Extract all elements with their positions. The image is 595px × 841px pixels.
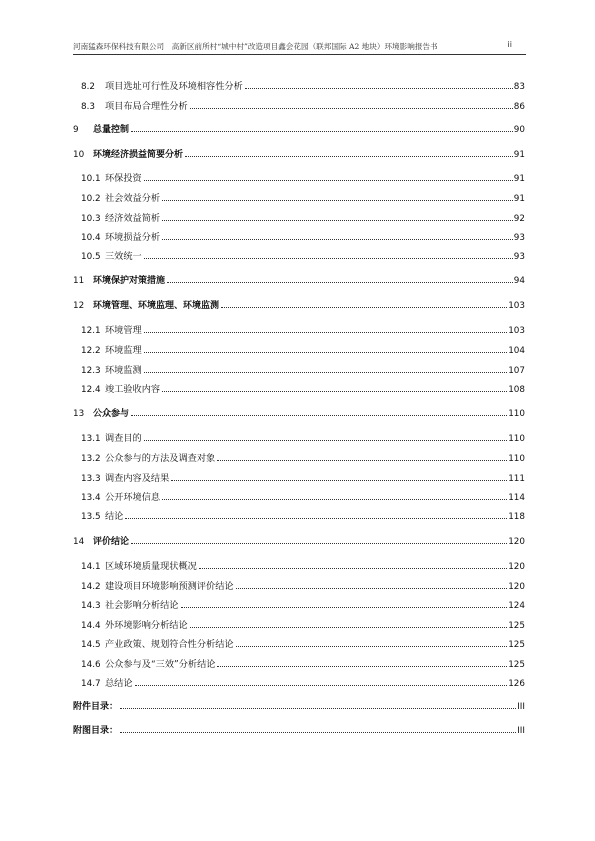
toc-entry-page: 110 [508,434,525,444]
toc-entry[interactable] [73,468,525,484]
toc-entry-page: 120 [508,562,525,572]
toc-entry-page: III [517,702,525,712]
toc-entry-page: 124 [508,601,525,611]
toc-entry-title: 环境管理、环境监理、环境监测 [93,301,220,311]
toc-entry-page: 104 [508,346,525,356]
toc-dot-leader [120,708,516,709]
page-header [73,40,526,55]
toc-dot-leader [190,627,508,628]
toc-entry-title: 项目布局合理性分析 [105,101,188,112]
toc-entry[interactable] [73,673,525,689]
toc-entry[interactable] [73,227,525,243]
toc-entry-number: 12.3 [81,366,101,376]
toc-entry[interactable] [73,576,525,592]
toc-dot-leader [131,131,513,132]
toc-entry-page: 91 [513,174,525,184]
toc-dot-leader [167,282,513,283]
toc-entry-page: 110 [508,409,525,419]
toc-dot-leader [135,685,508,686]
toc-entry-page: 125 [508,660,525,670]
toc-dot-leader [236,588,508,589]
toc-entry[interactable] [73,295,525,311]
toc-entry[interactable] [73,428,525,444]
toc-entry-page: 94 [513,276,525,286]
toc-entry-number: 8.3 [81,102,95,112]
toc-entry-page: 126 [508,679,525,689]
toc-entry-page: 111 [508,474,525,484]
toc-entry[interactable] [73,720,525,736]
toc-dot-leader [185,156,513,157]
toc-entry-title: 公众参与及“三效”分析结论 [105,659,216,670]
toc-entry-title: 总量控制 [93,125,130,135]
toc-entry-title: 环境保护对策措施 [93,276,166,286]
toc-entry-title: 结论 [105,511,124,522]
toc-entry-number: 8.2 [81,82,95,92]
toc-entry-title: 评价结论 [93,537,130,547]
toc-entry-title: 外环境影响分析结论 [105,620,188,631]
toc-entry-number: 14.2 [81,582,101,592]
toc-dot-leader [171,480,507,481]
toc-entry[interactable] [73,696,525,712]
toc-entry-page: 91 [513,194,525,204]
toc-entry-number: 13.5 [81,512,101,522]
toc-entry-page: 120 [508,537,525,547]
toc-entry-title: 公众参与 [93,409,130,419]
toc-entry[interactable] [73,615,525,631]
toc-entry[interactable] [73,379,525,395]
toc-entry[interactable] [73,448,525,464]
toc-dot-leader [162,499,507,500]
toc-dot-leader [144,332,507,333]
toc-entry[interactable] [73,144,525,160]
toc-entry-number: 14.1 [81,562,101,572]
toc-entry-number: 13.1 [81,434,101,444]
toc-entry-title: 社会影响分析结论 [105,600,179,611]
toc-entry[interactable] [73,96,525,112]
toc-entry-title: 环境监理 [105,345,142,356]
toc-dot-leader [144,352,507,353]
toc-entry-title: 区域环境质量现状概况 [105,561,197,572]
toc-entry-number: 10.3 [81,214,101,224]
toc-entry-title: 公众参与的方法及调查对象 [105,453,216,464]
toc-entry-number: 14.5 [81,640,101,650]
toc-entry-title: 建设项目环境影响预测评价结论 [105,581,234,592]
toc-dot-leader [217,666,507,667]
toc-entry-title: 社会效益分析 [105,193,161,204]
toc-entry[interactable] [73,360,525,376]
toc-entry-number: 10.1 [81,174,101,184]
toc-entry-page: 110 [508,454,525,464]
toc-entry-title: 经济效益简析 [105,213,161,224]
toc-entry-page: 93 [513,252,525,262]
toc-entry[interactable] [73,340,525,356]
toc-dot-leader [131,415,507,416]
toc-entry-number: 13.3 [81,474,101,484]
toc-entry-page: III [517,726,525,736]
toc-entry-number: 12.2 [81,346,101,356]
toc-entry-page: 120 [508,582,525,592]
toc-entry-page: 125 [508,640,525,650]
toc-entry-page: 91 [513,150,525,160]
toc-entry[interactable] [73,119,525,135]
toc-entry-page: 125 [508,621,525,631]
toc-dot-leader [217,460,507,461]
toc-entry-page: 103 [508,301,525,311]
toc-entry-title: 附件目录： [73,702,119,712]
toc-entry-title: 环境管理 [105,325,142,336]
toc-entry-number: 9 [73,125,79,135]
toc-entry-page: 92 [513,214,525,224]
toc-entry-number: 14.4 [81,621,101,631]
toc-entry[interactable] [73,270,525,286]
toc-entry[interactable] [73,556,525,572]
toc-dot-leader [120,732,516,733]
toc-entry[interactable] [73,188,525,204]
toc-dot-leader [190,108,513,109]
toc-entry-number: 13.2 [81,454,101,464]
toc-entry-number: 10 [73,150,85,160]
toc-entry-number: 14 [73,537,85,547]
toc-dot-leader [162,220,513,221]
toc-entry-page: 83 [513,82,525,92]
toc-dot-leader [245,88,513,89]
toc-dot-leader [162,391,507,392]
toc-entry-number: 11 [73,276,85,286]
toc-entry-number: 12 [73,301,85,311]
toc-entry[interactable] [73,403,525,419]
toc-entry-title: 调查内容及结果 [105,473,170,484]
header-title: 河南猛森环保科技有限公司 高新区前所村“城中村”改造项目鑫会花园（联邦国际 A2 地块）环境影响报告书 [73,42,438,51]
toc-entry-title: 调查目的 [105,433,142,444]
toc-entry-title: 公开环境信息 [105,492,161,503]
toc-dot-leader [221,307,507,308]
toc-entry-number: 12.1 [81,326,101,336]
toc-entry-page: 107 [508,366,525,376]
toc-entry-number: 10.2 [81,194,101,204]
toc-dot-leader [162,200,513,201]
toc-entry[interactable] [73,487,525,503]
toc-entry-number: 14.3 [81,601,101,611]
toc-dot-leader [144,440,507,441]
toc-entry-title: 环境损益分析 [105,232,161,243]
toc-entry-page: 90 [513,125,525,135]
toc-entry-title: 环境监测 [105,365,142,376]
toc-entry-title: 环境经济损益简要分析 [93,150,184,160]
toc-entry-title: 竣工验收内容 [105,384,161,395]
toc-dot-leader [162,239,513,240]
toc-entry[interactable] [73,531,525,547]
toc-dot-leader [131,543,507,544]
toc-entry-number: 12.4 [81,385,101,395]
toc-entry-title: 环保投资 [105,173,142,184]
toc-dot-leader [144,258,513,259]
toc-entry[interactable] [73,654,525,670]
toc-entry-title: 附图目录： [73,726,119,736]
toc-entry-title: 产业政策、规划符合性分析结论 [105,639,234,650]
toc-entry-title: 三效统一 [105,251,142,262]
toc-entry[interactable] [73,208,525,224]
toc-entry-number: 13 [73,409,85,419]
toc-entry[interactable] [73,634,525,650]
toc-dot-leader [236,646,508,647]
toc-entry-page: 103 [508,326,525,336]
toc-entry[interactable] [73,168,525,184]
toc-entry-page: 118 [508,512,525,522]
toc-entry-number: 10.4 [81,233,101,243]
toc-entry-page: 108 [508,385,525,395]
toc-entry-number: 13.4 [81,493,101,503]
toc-entry-number: 10.5 [81,252,101,262]
toc-entry[interactable] [73,320,525,336]
toc-entry-page: 114 [508,493,525,503]
toc-entry-number: 14.7 [81,679,101,689]
toc-dot-leader [181,607,508,608]
toc-entry-page: 93 [513,233,525,243]
toc-dot-leader [144,180,513,181]
toc-entry[interactable] [73,76,525,92]
toc-dot-leader [125,518,507,519]
header-page-number: ii [507,40,512,49]
toc-entry[interactable] [73,595,525,611]
toc-entry-title: 总结论 [105,678,133,689]
toc-entry[interactable] [73,246,525,262]
toc-dot-leader [199,568,507,569]
toc-entry[interactable] [73,506,525,522]
toc-entry-title: 项目选址可行性及环境相容性分析 [105,81,243,92]
toc-entry-page: 86 [513,102,525,112]
toc-entry-number: 14.6 [81,660,101,670]
toc-dot-leader [144,372,507,373]
